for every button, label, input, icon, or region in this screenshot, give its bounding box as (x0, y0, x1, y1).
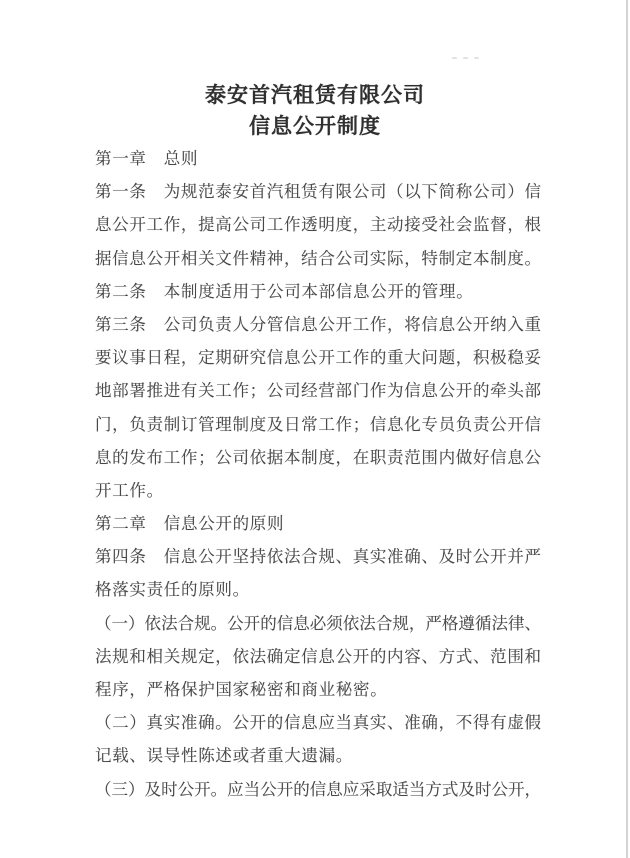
document-line: （二）真实准确。公开的信息应当真实、准确，不得有虚假 (95, 713, 541, 733)
document-line: 第一条 为规范泰安首汽租赁有限公司（以下简称公司）信 (95, 182, 541, 202)
document-line: 门，负责制订管理制度及日常工作；信息化专员负责公开信 (95, 414, 541, 434)
document-line: 第三条 公司负责人分管信息公开工作，将信息公开纳入重 (95, 314, 541, 334)
document-line: （三）及时公开。应当公开的信息应采取适当方式及时公开， (95, 779, 541, 799)
document-line: 第二条 本制度适用于公司本部信息公开的管理。 (95, 281, 474, 301)
document-subtitle: 信息公开制度 (249, 114, 381, 138)
document-line: 开工作。 (95, 480, 164, 500)
document-line: （一）依法合规。公开的信息必须依法合规，严格遵循法律、 (95, 613, 541, 633)
document-line: 要议事日程，定期研究信息公开工作的重大问题，积极稳妥 (95, 348, 541, 368)
document-title-block (0, 80, 630, 142)
document-line: 息公开工作，提高公司工作透明度，主动接受社会监督，根 (95, 215, 541, 235)
document-line: 记载、误导性陈述或者重大遗漏。 (95, 746, 353, 766)
document-line: 地部署推进有关工作；公司经营部门作为信息公开的牵头部 (95, 381, 541, 401)
chapter-heading: 第一章 总则 (95, 149, 199, 168)
document-body (95, 142, 541, 806)
scan-smudge (452, 56, 480, 60)
document-line: 第四条 信息公开坚持依法合规、真实准确、及时公开并严 (95, 547, 541, 567)
document-line: 格落实责任的原则。 (95, 580, 250, 600)
document-line: 程序，严格保护国家秘密和商业秘密。 (95, 680, 388, 699)
document-line: 息的发布工作；公司依据本制度，在职责范围内做好信息公 (95, 447, 541, 467)
document-line: 法规和相关规定，依法确定信息公开的内容、方式、范围和 (95, 646, 541, 666)
document-line: 据信息公开相关文件精神，结合公司实际，特制定本制度。 (95, 248, 541, 268)
chapter-heading: 第二章 信息公开的原则 (95, 514, 285, 534)
company-name-title: 泰安首汽租赁有限公司 (205, 83, 425, 107)
